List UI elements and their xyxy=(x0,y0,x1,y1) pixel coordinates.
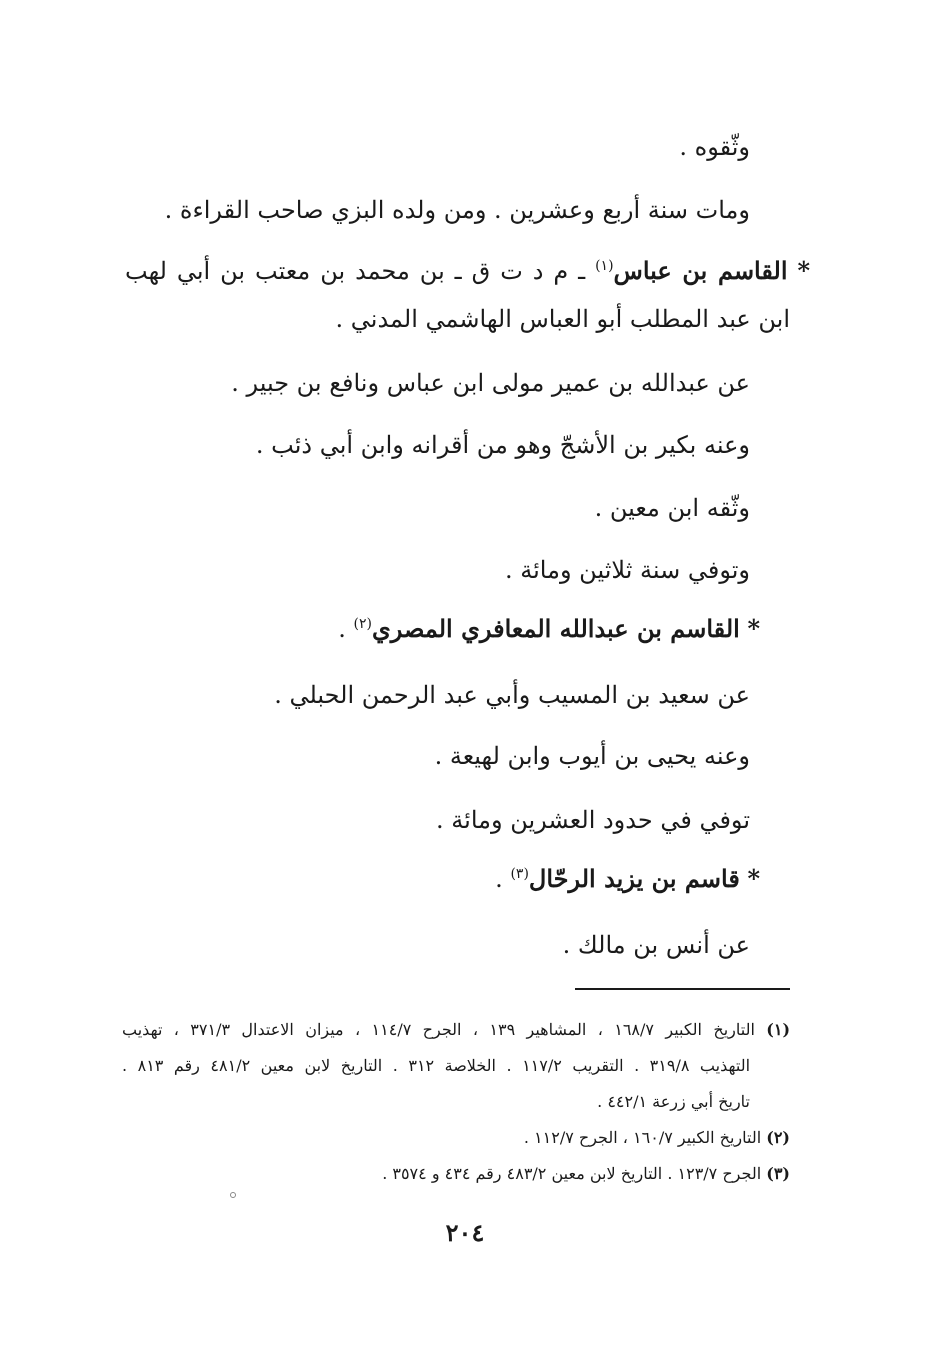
footnote-number: (٢) xyxy=(766,1128,790,1147)
footnote-ref[interactable]: (٣) xyxy=(510,866,529,882)
entry-heading-2 xyxy=(160,612,760,646)
entry-heading-3 xyxy=(200,862,760,896)
footnote-number: (٣) xyxy=(766,1164,790,1183)
footnote-number: (١) xyxy=(766,1020,791,1039)
body-line-7: وثّقه ابن معين . xyxy=(594,494,750,522)
footnote-text: الجرح ١٢٣/٧ . التاريخ لابن معين ٤٨٣/٢ رقم ٤٣٤ و ٣٥٧٤ . xyxy=(382,1164,762,1183)
body-line-11: وعنه يحيى بن أيوب وابن لهيعة . xyxy=(434,742,750,770)
body-line-6: وعنه بكير بن الأشجّ وهو من أقرانه وابن أبي ذئب . xyxy=(255,431,750,459)
footnote-text: التاريخ الكبير ١٦٨/٧ ، المشاهير ١٣٩ ، الجرح ١١٤/٧ ، ميزان الاعتدال ٣٧١/٣ ، تهذيب xyxy=(122,1020,755,1039)
entry-marker: * xyxy=(797,256,810,285)
entry-heading-1 xyxy=(125,254,810,288)
entry-rest: . xyxy=(495,865,503,893)
footnote-1-line-2: التهذيب ٣١٩/٨ . التقريب ١١٧/٢ . الخلاصة ٣١٢ . التاريخ لابن معين ٤٨١/٢ رقم ٨١٣ . xyxy=(122,1056,751,1075)
entry-rest: . xyxy=(338,615,346,643)
footnote-1-line-3: تاريخ أبي زرعة ٤٤٢/١ . xyxy=(597,1092,750,1111)
page-number: ٢٠٤ xyxy=(445,1218,485,1247)
body-line-14: عن أنس بن مالك . xyxy=(562,931,750,959)
body-line-1: وثّقوه . xyxy=(679,133,750,161)
body-line-10: عن سعيد بن المسيب وأبي عبد الرحمن الحبلي . xyxy=(274,681,750,709)
entry-name: قاسم بن يزيد الرحّال xyxy=(528,864,740,893)
footnote-ref[interactable]: (١) xyxy=(595,258,614,274)
entry-marker: * xyxy=(747,864,760,893)
body-line-2: ومات سنة أربع وعشرين . ومن ولده البزي صاحب القراءة . xyxy=(164,196,750,224)
body-line-12: توفي في حدود العشرين ومائة . xyxy=(436,806,750,834)
body-line-8: وتوفي سنة ثلاثين ومائة . xyxy=(504,556,750,584)
footnote-3 xyxy=(190,1162,790,1186)
entry-name: القاسم بن عباس xyxy=(613,256,788,285)
footnote-separator xyxy=(575,988,790,990)
footnote-text: التاريخ الكبير ١٦٠/٧ ، الجرح ١١٢/٧ . xyxy=(523,1128,762,1147)
footnote-2 xyxy=(190,1126,790,1150)
body-line-4: ابن عبد المطلب أبو العباس الهاشمي المدني . xyxy=(335,305,790,333)
scan-speck xyxy=(230,1192,236,1198)
footnote-1-line-1 xyxy=(122,1018,790,1042)
footnote-ref[interactable]: (٢) xyxy=(353,616,373,632)
entry-rest: ـ م د ت ق ـ بن محمد بن معتب بن أبي لهب xyxy=(125,257,586,285)
entry-name: القاسم بن عبدالله المعافري المصري xyxy=(372,614,740,643)
entry-marker: * xyxy=(747,614,760,643)
body-line-5: عن عبدالله بن عمير مولى ابن عباس ونافع بن جبير . xyxy=(231,369,750,397)
